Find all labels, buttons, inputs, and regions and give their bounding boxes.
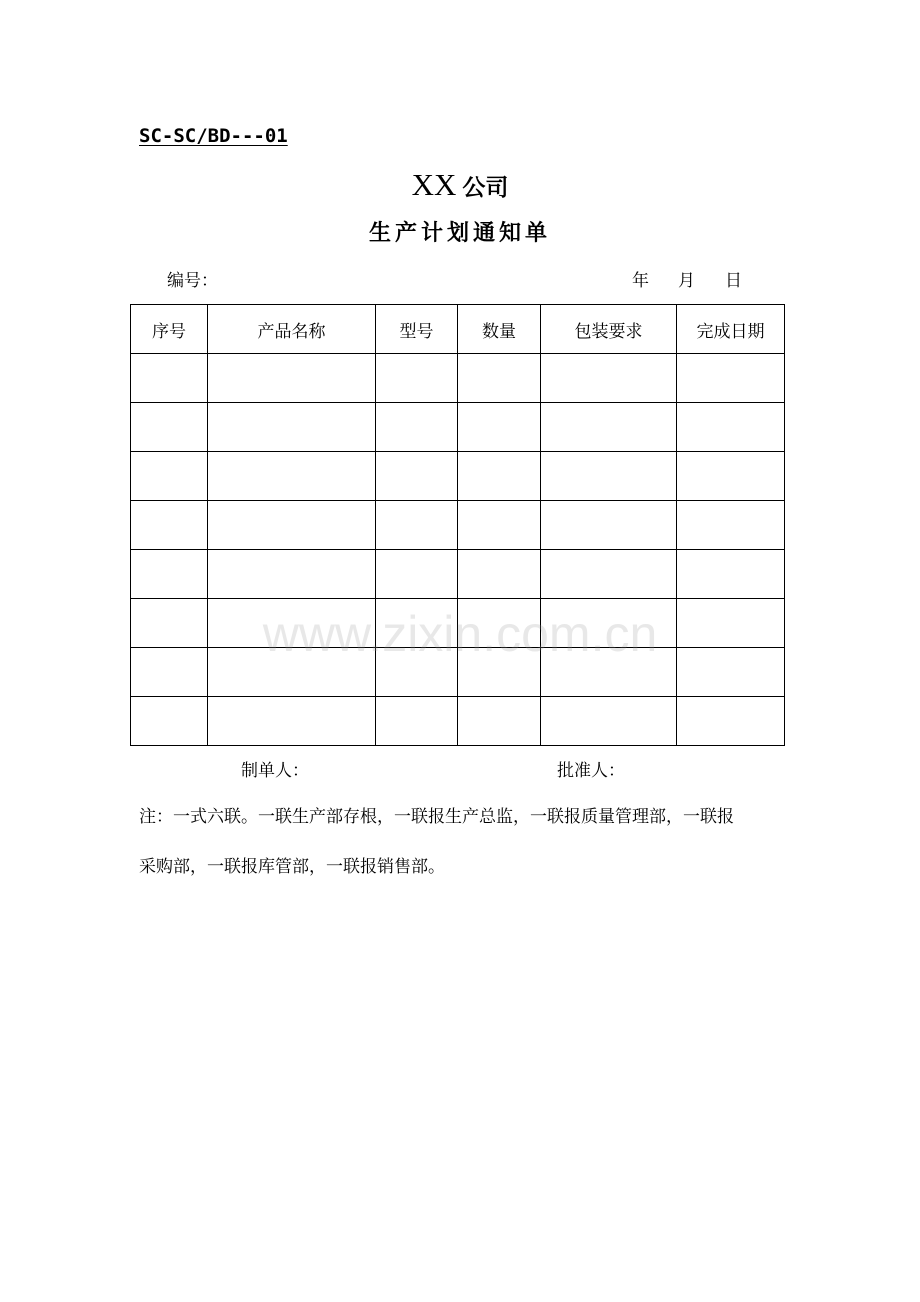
- table-cell[interactable]: [458, 501, 541, 550]
- watermark-text: www.zixin.com.cn: [262, 606, 658, 662]
- table-cell[interactable]: [376, 452, 458, 501]
- table-cell[interactable]: [376, 403, 458, 452]
- table-row: [131, 550, 785, 599]
- table-cell[interactable]: [208, 648, 376, 697]
- document-code: SC-SC/BD---01: [139, 125, 288, 147]
- table-cell[interactable]: [131, 354, 208, 403]
- table-row: [131, 697, 785, 746]
- table-cell[interactable]: [458, 599, 541, 648]
- table-cell[interactable]: [541, 452, 677, 501]
- serial-number-label: 编号：: [167, 271, 218, 291]
- table-cell[interactable]: [376, 599, 458, 648]
- table-cell[interactable]: [458, 452, 541, 501]
- approver-signature-label: 批准人：: [557, 761, 625, 781]
- table-cell[interactable]: [677, 599, 785, 648]
- date-month-label: 月: [678, 271, 695, 291]
- table-cell[interactable]: [541, 354, 677, 403]
- table-cell[interactable]: [376, 550, 458, 599]
- table-cell[interactable]: [131, 599, 208, 648]
- maker-signature-label: 制单人：: [241, 761, 309, 781]
- table-cell[interactable]: [376, 697, 458, 746]
- table-cell[interactable]: [541, 599, 677, 648]
- column-header-model: 型号: [376, 305, 458, 354]
- table-row: [131, 452, 785, 501]
- table-cell[interactable]: [208, 354, 376, 403]
- table-cell[interactable]: [458, 354, 541, 403]
- table-row: [131, 354, 785, 403]
- table-cell[interactable]: [541, 550, 677, 599]
- table-cell[interactable]: [458, 550, 541, 599]
- date-day-label: 日: [725, 271, 742, 291]
- table-cell[interactable]: [541, 501, 677, 550]
- table-cell[interactable]: [131, 452, 208, 501]
- table-cell[interactable]: [376, 648, 458, 697]
- table-cell[interactable]: [677, 452, 785, 501]
- table-cell[interactable]: [541, 648, 677, 697]
- table-cell[interactable]: [677, 354, 785, 403]
- table-row: [131, 599, 785, 648]
- table-cell[interactable]: [677, 697, 785, 746]
- table-row: [131, 648, 785, 697]
- table-cell[interactable]: [458, 648, 541, 697]
- table-cell[interactable]: [208, 452, 376, 501]
- column-header-quantity: 数量: [458, 305, 541, 354]
- table-cell[interactable]: [677, 648, 785, 697]
- table-cell[interactable]: [208, 550, 376, 599]
- column-header-packaging: 包装要求: [541, 305, 677, 354]
- table-row: [131, 501, 785, 550]
- table-cell[interactable]: [458, 697, 541, 746]
- table-cell[interactable]: [541, 403, 677, 452]
- column-header-index: 序号: [131, 305, 208, 354]
- company-name-prefix: XX: [411, 167, 457, 202]
- table-row: [131, 403, 785, 452]
- table-cell[interactable]: [376, 354, 458, 403]
- table-cell[interactable]: [208, 403, 376, 452]
- date-year-label: 年: [632, 271, 649, 291]
- table-cell[interactable]: [131, 697, 208, 746]
- table-cell[interactable]: [131, 403, 208, 452]
- table-cell[interactable]: [541, 697, 677, 746]
- table-cell[interactable]: [677, 403, 785, 452]
- column-header-completion-date: 完成日期: [677, 305, 785, 354]
- table-cell[interactable]: [677, 501, 785, 550]
- company-title: [0, 166, 920, 207]
- note-line-2: 采购部，一联报库管部，一联报销售部。: [139, 857, 445, 877]
- table-cell[interactable]: [208, 501, 376, 550]
- form-title: 生产计划通知单: [368, 221, 551, 246]
- table-header-row: [131, 305, 785, 354]
- table-cell[interactable]: [208, 697, 376, 746]
- table-cell[interactable]: [131, 550, 208, 599]
- table-cell[interactable]: [131, 501, 208, 550]
- table-cell[interactable]: [677, 550, 785, 599]
- table-cell[interactable]: [376, 501, 458, 550]
- table-cell[interactable]: [131, 648, 208, 697]
- production-plan-table: [130, 304, 785, 746]
- company-name-suffix: 公司: [462, 175, 509, 201]
- table-cell[interactable]: [458, 403, 541, 452]
- table-cell[interactable]: [208, 599, 376, 648]
- column-header-product-name: 产品名称: [208, 305, 376, 354]
- note-line-1: 注：一式六联。一联生产部存根，一联报生产总监，一联报质量管理部，一联报: [139, 807, 734, 827]
